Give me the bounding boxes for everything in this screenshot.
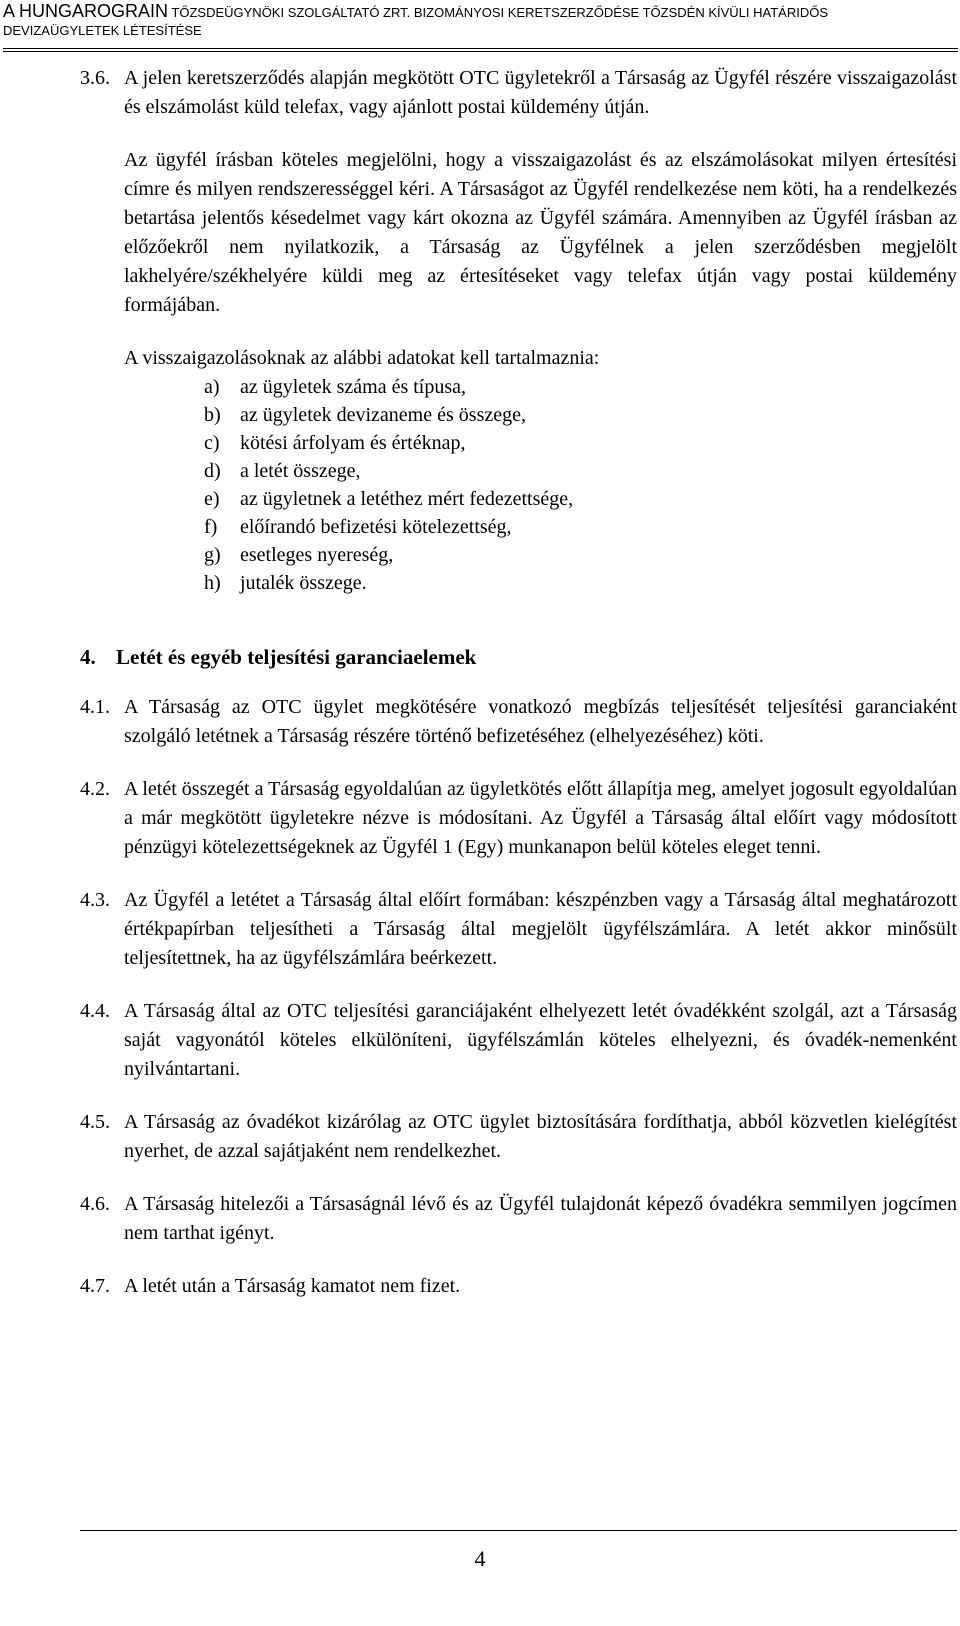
clause-3-6-paragraph-2: Az ügyfél írásban köteles megjelölni, hogy a visszaigazolást és az elszámolásokat milyen értesítési címre és milyen rendszerességgel kéri. A Társaságot az Ügyfél rendelkezése nem köti, ha a rendelkezés betartása jelentős késedelmet vagy kárt okozna az Ügyfél számára. Amennyiben az Ügyfél írásban az előzőekről nem nyilatkozik, a Társaság az Ügyfélnek a jelen szerződésben megjelölt lakhelyére/székhelyére küldi meg az értesítéseket vagy telefax útján vagy postai küldemény formájában. bbox=[124, 149, 957, 316]
confirmation-contents-list bbox=[204, 373, 957, 597]
clause-4-2: 4.2. A letét összegét a Társaság egyoldalúan az ügyletkötés előtt állapítja meg, amelyet jogosult egyoldalúan a már megkötött ügyletekre nézve is módosítani. Az Ügyfél a Társaság által előírt vagy módosított pénzügyi kötelezettségeknek az Ügyfél 1 (Egy) munkanapon belül köteles eleget tenni. bbox=[80, 778, 957, 858]
clause-3-6 bbox=[80, 64, 957, 122]
header-company: HUNGAROGRAIN bbox=[19, 1, 169, 21]
section-4-heading bbox=[80, 643, 957, 672]
header-title-rest: TŐZSDEÜGYNÖKI SZOLGÁLTATÓ ZRT. BIZOMÁNYOSI KERETSZERZŐDÉSE TŐZSDÉN KÍVÜLI HATÁRIDŐS bbox=[168, 5, 829, 20]
header-prefix: A bbox=[3, 1, 20, 21]
document-header bbox=[3, 0, 958, 42]
clause-4-4: 4.4. A Társaság által az OTC teljesítési garanciájaként elhelyezett letét óvadékként szolgál, azt a Társaság saját vagyonától köteles elkülöníteni, ügyfélszámlán köteles elhelyezni, és óvadék-nemenként nyilvántartani. bbox=[80, 1000, 957, 1080]
list-item: a) az ügyletek száma és típusa, bbox=[204, 376, 467, 398]
section-number: 4. bbox=[80, 645, 96, 669]
list-item: f) előírandó befizetési kötelezettség, bbox=[204, 516, 512, 538]
list-item: d) a letét összege, bbox=[204, 460, 361, 482]
list-item: b) az ügyletek devizaneme és összege, bbox=[204, 404, 526, 426]
clause-4-7: 4.7. A letét után a Társaság kamatot nem fizet. bbox=[80, 1275, 461, 1297]
page-number: 4 bbox=[474, 1546, 486, 1571]
clause-number: 3.6. bbox=[80, 67, 110, 89]
header-subtitle: DEVIZAÜGYLETEK LÉTESÍTÉSE bbox=[3, 23, 202, 38]
document-body bbox=[80, 64, 957, 1301]
header-divider bbox=[3, 48, 958, 52]
footer-divider bbox=[80, 1530, 957, 1531]
clause-text: A jelen keretszerződés alapján megkötött OTC ügyletekről a Társaság az Ügyfél részére visszaigazolást és elszámolást küld telefax, vagy ajánlott postai küldemény útján. bbox=[124, 67, 957, 118]
clause-4-3: 4.3. Az Ügyfél a letétet a Társaság által előírt formában: készpénzben vagy a Társaság által meghatározott értékpapírban teljesítheti a Társaság által megjelölt ügyfélszámlára. A letét akkor minősült teljesítettnek, ha az ügyfélszámlára beérkezett. bbox=[80, 889, 957, 969]
clause-4-5: 4.5. A Társaság az óvadékot kizárólag az OTC ügylet biztosítására fordíthatja, abból közvetlen kielégítést nyerhet, de azzal sajátjaként nem rendelkezhet. bbox=[80, 1111, 957, 1162]
section-title: Letét és egyéb teljesítési garanciaelemek bbox=[116, 645, 477, 669]
header-title-line bbox=[3, 0, 958, 22]
list-item: c) kötési árfolyam és értéknap, bbox=[204, 432, 466, 454]
list-item: e) az ügyletnek a letéthez mért fedezettsége, bbox=[204, 488, 574, 510]
list-item: g) esetleges nyereség, bbox=[204, 544, 394, 566]
list-item: h) jutalék összege. bbox=[204, 572, 367, 594]
clause-4-6: 4.6. A Társaság hitelezői a Társaságnál lévő és az Ügyfél tulajdonát képező óvadékra semmilyen jogcímen nem tarthat igényt. bbox=[80, 1193, 957, 1244]
list-intro: A visszaigazolásoknak az alábbi adatokat kell tartalmaznia: bbox=[124, 347, 600, 369]
clause-4-1: 4.1. A Társaság az OTC ügylet megkötésére vonatkozó megbízás teljesítését teljesítési garanciaként szolgáló letétnek a Társaság részére történő befizetéséhez (elhelyezéséhez) köti. bbox=[80, 696, 957, 747]
